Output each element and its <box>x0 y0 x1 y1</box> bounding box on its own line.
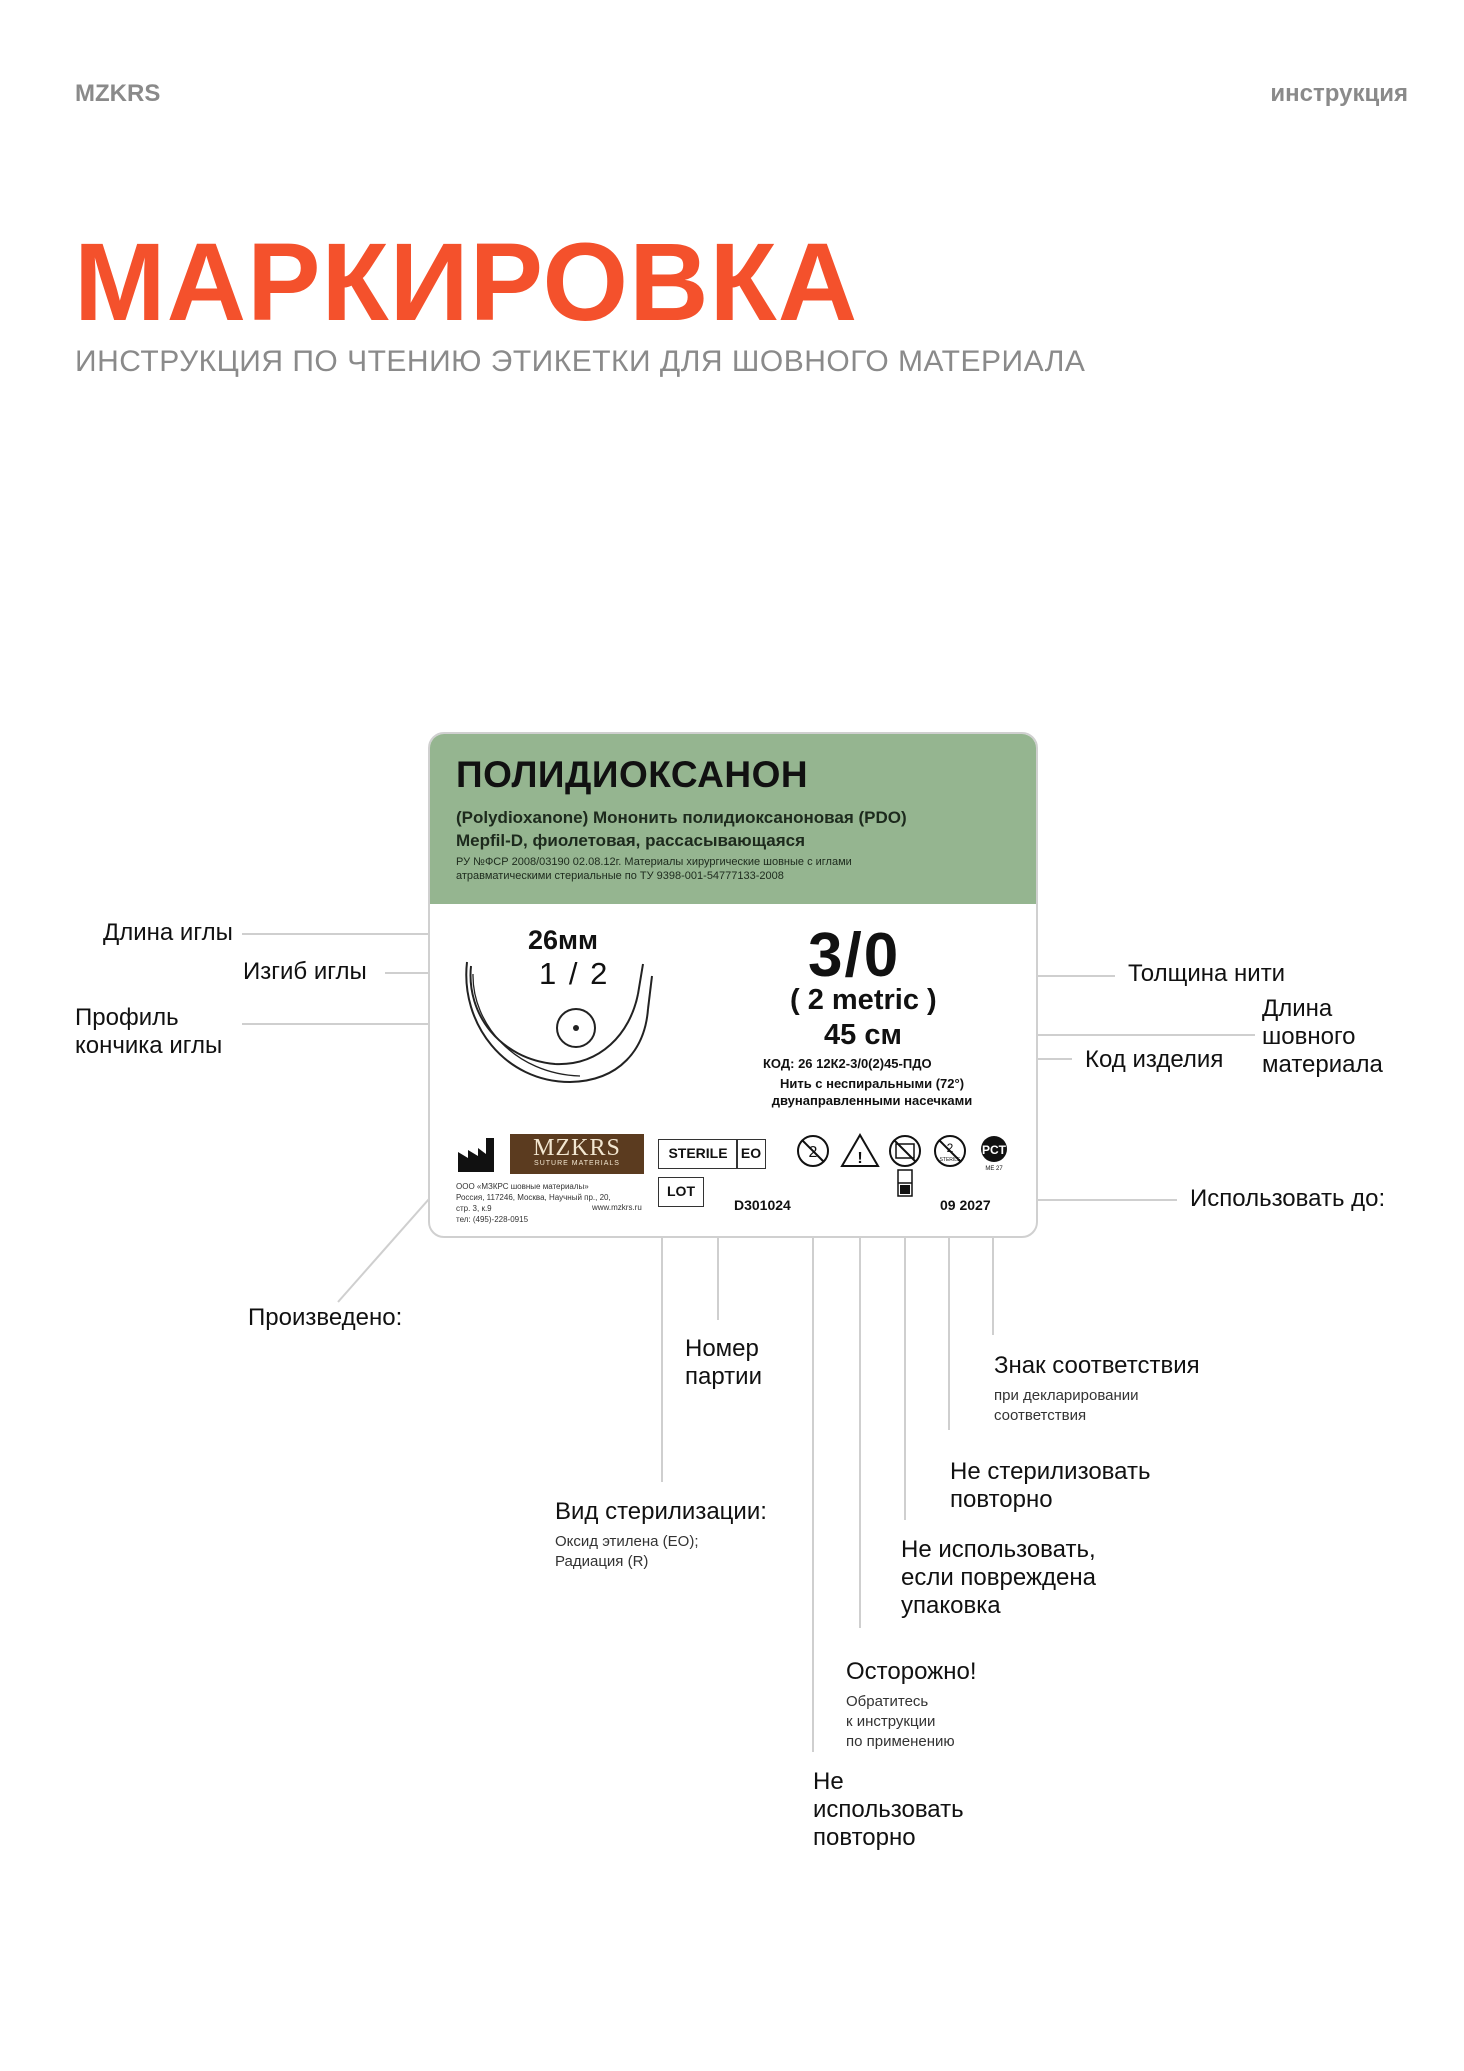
annotation-sterilization <box>555 1498 767 1572</box>
registration-info <box>456 855 926 883</box>
annotation-tip-profile <box>75 1004 222 1060</box>
reg-line: РУ №ФСР 2008/03190 02.08.12г. Материалы хирургические шовные с иглами <box>456 856 852 868</box>
product-description <box>456 806 907 852</box>
tip-profile-dot <box>573 1025 579 1031</box>
annotation-no-resterilize <box>950 1458 1150 1514</box>
annotation-heading: Осторожно! <box>846 1658 977 1685</box>
annotation-no-reuse <box>813 1768 964 1852</box>
thread-line: Нить с неспиральными (72°) <box>779 1076 965 1091</box>
annotation-line: Длина <box>1262 995 1333 1022</box>
lot-number: D301024 <box>734 1197 791 1213</box>
annotation-sub: соответствия <box>994 1407 1087 1424</box>
annotation-line: материала <box>1262 1051 1383 1078</box>
annotation-heading: Знак соответствия <box>994 1352 1200 1379</box>
maker-line: ООО «МЗКРС шовные материалы» <box>456 1182 589 1191</box>
brand-logo <box>510 1134 644 1174</box>
annotation-sub: Оксид этилена (EO); <box>555 1533 699 1550</box>
thread-metric: ( 2 metric ) <box>790 984 937 1016</box>
desc-line: Mepfil-D, фиолетовая, рассасывающаяся <box>456 831 805 850</box>
needle-length: 26мм <box>528 925 598 955</box>
annotation-damaged <box>901 1536 1096 1620</box>
logo-text: MZKRS <box>533 1135 621 1161</box>
svg-text:STERILE: STERILE <box>939 1157 961 1163</box>
annotation-line: Профиль <box>75 1004 179 1031</box>
product-code: КОД: 26 12К2-3/0(2)45-ПДО <box>763 1056 932 1071</box>
annotation-line: кончика иглы <box>75 1032 223 1059</box>
thread-length: 45 см <box>824 1019 902 1051</box>
annotation-conformity <box>994 1352 1200 1426</box>
annotation-lot <box>685 1335 762 1391</box>
annotation-line: повторно <box>950 1486 1053 1513</box>
svg-text:PCT: PCT <box>982 1143 1006 1157</box>
annotation-thread-thickness: Толщина нити <box>1128 960 1286 987</box>
annotation-use-by: Использовать до: <box>1190 1185 1386 1212</box>
brand-name: MZKRS <box>75 80 161 107</box>
annotation-line: Не использовать, <box>901 1536 1096 1563</box>
annotation-heading: Вид стерилизации: <box>555 1498 767 1525</box>
annotation-sub: к инструкции <box>846 1713 936 1730</box>
damaged-package-icon <box>890 1136 920 1196</box>
caution-icon <box>842 1135 878 1167</box>
manufacturer-website: www.mzkrs.ru <box>592 1203 642 1212</box>
annotation-manufactured: Произведено: <box>248 1304 403 1331</box>
annotation-product-code: Код изделия <box>1085 1046 1224 1073</box>
svg-text:!: ! <box>857 1150 863 1167</box>
maker-line: Россия, 117246, Москва, Научный пр., 20, стр. 3, к.9 <box>456 1193 611 1213</box>
annotation-line: шовного <box>1262 1023 1356 1050</box>
logo-subtext: SUTURE MATERIALS <box>534 1160 620 1167</box>
page-title: МАРКИРОВКА <box>74 221 859 344</box>
conformity-mark-icon <box>981 1136 1007 1172</box>
product-label <box>428 732 1038 1238</box>
needle-curve: 1 / 2 <box>539 956 610 991</box>
page-subtitle: ИНСТРУКЦИЯ ПО ЧТЕНИЮ ЭТИКЕТКИ ДЛЯ ШОВНОГО МАТЕРИАЛА <box>75 345 1086 378</box>
factory-icon <box>456 1136 498 1174</box>
needle-tip-b <box>648 976 652 1009</box>
annotation-sub: по применению <box>846 1733 955 1750</box>
annotation-line: упаковка <box>901 1592 1001 1619</box>
annotation-sub: Обратитесь <box>846 1693 929 1710</box>
annotation-line: если повреждена <box>901 1564 1096 1591</box>
lot-box: LOT <box>658 1177 704 1207</box>
thread-line: двунаправленными насечками <box>771 1093 973 1108</box>
annotation-needle-length: Длина иглы <box>103 919 233 946</box>
svg-text:ME 27: ME 27 <box>985 1166 1003 1172</box>
maker-phone: тел: (495)-228-0915 <box>456 1215 529 1224</box>
annotation-line: Не <box>813 1768 844 1795</box>
expiry-date: 09 2027 <box>940 1197 991 1213</box>
reg-line: атравматическими стериальные по ТУ 9398-001-54777133-2008 <box>456 870 784 882</box>
svg-text:2: 2 <box>946 1141 954 1155</box>
annotation-line: Номер <box>685 1335 759 1362</box>
needle-tip-a <box>638 964 643 994</box>
label-symbols <box>792 1132 1012 1198</box>
annotation-needle-curve: Изгиб иглы <box>243 958 367 985</box>
section-name: инструкция <box>1270 80 1408 107</box>
sterile-method-box: EO <box>736 1139 766 1169</box>
thread-size: 3/0 <box>808 921 901 990</box>
no-resterilize-icon <box>935 1136 965 1166</box>
annotation-length <box>1262 995 1383 1079</box>
sterile-box: STERILE <box>658 1139 738 1169</box>
no-reuse-icon <box>798 1136 828 1166</box>
annotation-line: повторно <box>813 1824 916 1851</box>
annotation-sub: при декларировании <box>994 1387 1139 1404</box>
annotation-caution <box>846 1658 977 1752</box>
product-name: ПОЛИДИОКСАНОН <box>456 754 809 795</box>
desc-line: (Polydioxanone) Мононить полидиоксаноновая (PDO) <box>456 808 907 827</box>
svg-text:2: 2 <box>808 1144 818 1161</box>
thread-description <box>752 1075 992 1109</box>
annotation-line: партии <box>685 1363 762 1390</box>
annotation-line: Не стерилизовать <box>950 1458 1151 1485</box>
annotation-sub: Радиация (R) <box>555 1553 649 1570</box>
annotation-line: использовать <box>813 1796 964 1823</box>
